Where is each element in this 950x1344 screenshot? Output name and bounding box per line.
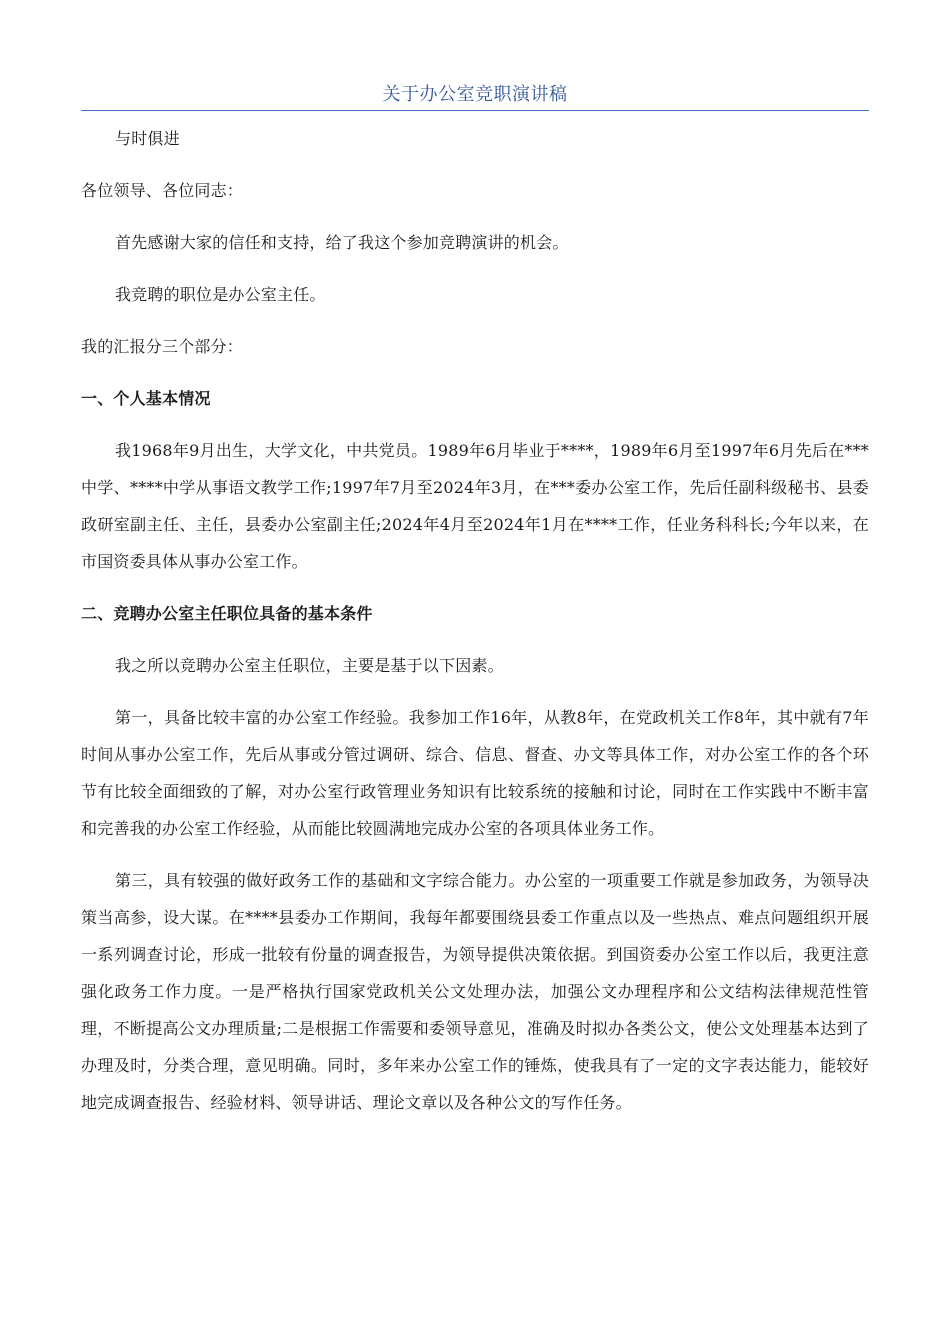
subtitle-paragraph: 与时俱进 (115, 129, 180, 148)
writing-ability-paragraph: 第三，具有较强的做好政务工作的基础和文字综合能力。办公室的一项重要工作就是参加政务，为领导决策当高参，设大谋。在****县委办工作期间，我每年都要围绕县委工作重点以及一些热点、难点问题组织开展一系列调查讨论，形成一批较有份量的调查报告，为领导提供决策依据。到国资委办公室工作以后，我更注意强化政务工作力度。一是严格执行国家党政机关公文处理办法，加强公文办理程序和公文结构法律规范性管理，不断提高公文办理质量;二是根据工作需要和委领导意见，准确及时拟办各类公文，使公文处理基本达到了办理及时，分类合理，意见明确。同时，多年来办公室工作的锤炼，使我具有了一定的文字表达能力，能较好地完成调查报告、经验材料、领导讲话、理论文章以及各种公文的写作任务。 (81, 871, 869, 1112)
position-paragraph: 我竞聘的职位是办公室主任。 (115, 285, 326, 304)
section-heading-2: 二、竞聘办公室主任职位具备的基本条件 (81, 604, 373, 623)
document-body (81, 120, 869, 1121)
reasons-intro-paragraph: 我之所以竞聘办公室主任职位，主要是基于以下因素。 (115, 656, 504, 675)
experience-paragraph: 第一，具备比较丰富的办公室工作经验。我参加工作16年，从教8年，在党政机关工作8年，其中就有7年时间从事办公室工作，先后从事或分管过调研、综合、信息、督查、办文等具体工作，对办公室工作的各个环节有比较全面细致的了解，对办公室行政管理业务知识有比较系统的接触和讨论，同时在工作实践中不断丰富和完善我的办公室工作经验，从而能比较圆满地完成办公室的各项具体业务工作。 (81, 708, 869, 838)
page-header (81, 80, 869, 111)
salutation-paragraph: 各位领导、各位同志： (81, 181, 244, 200)
thanks-paragraph: 首先感谢大家的信任和支持，给了我这个参加竞聘演讲的机会。 (115, 233, 569, 252)
header-title: 关于办公室竞职演讲稿 (382, 84, 568, 105)
outline-paragraph: 我的汇报分三个部分： (81, 337, 244, 356)
personal-info-paragraph: 我1968年9月出生，大学文化，中共党员。1989年6月毕业于****，1989年6月至1997年6月先后在***中学、****中学从事语文教学工作;1997年7月至2024年3月，在***委办公室工作，先后任副科级秘书、县委政研室副主任、主任，县委办公室副主任;2024年4月至2024年1月在****工作，任业务科科长;今年以来，在市国资委具体从事办公室工作。 (81, 441, 869, 571)
section-heading-1: 一、个人基本情况 (81, 389, 211, 408)
